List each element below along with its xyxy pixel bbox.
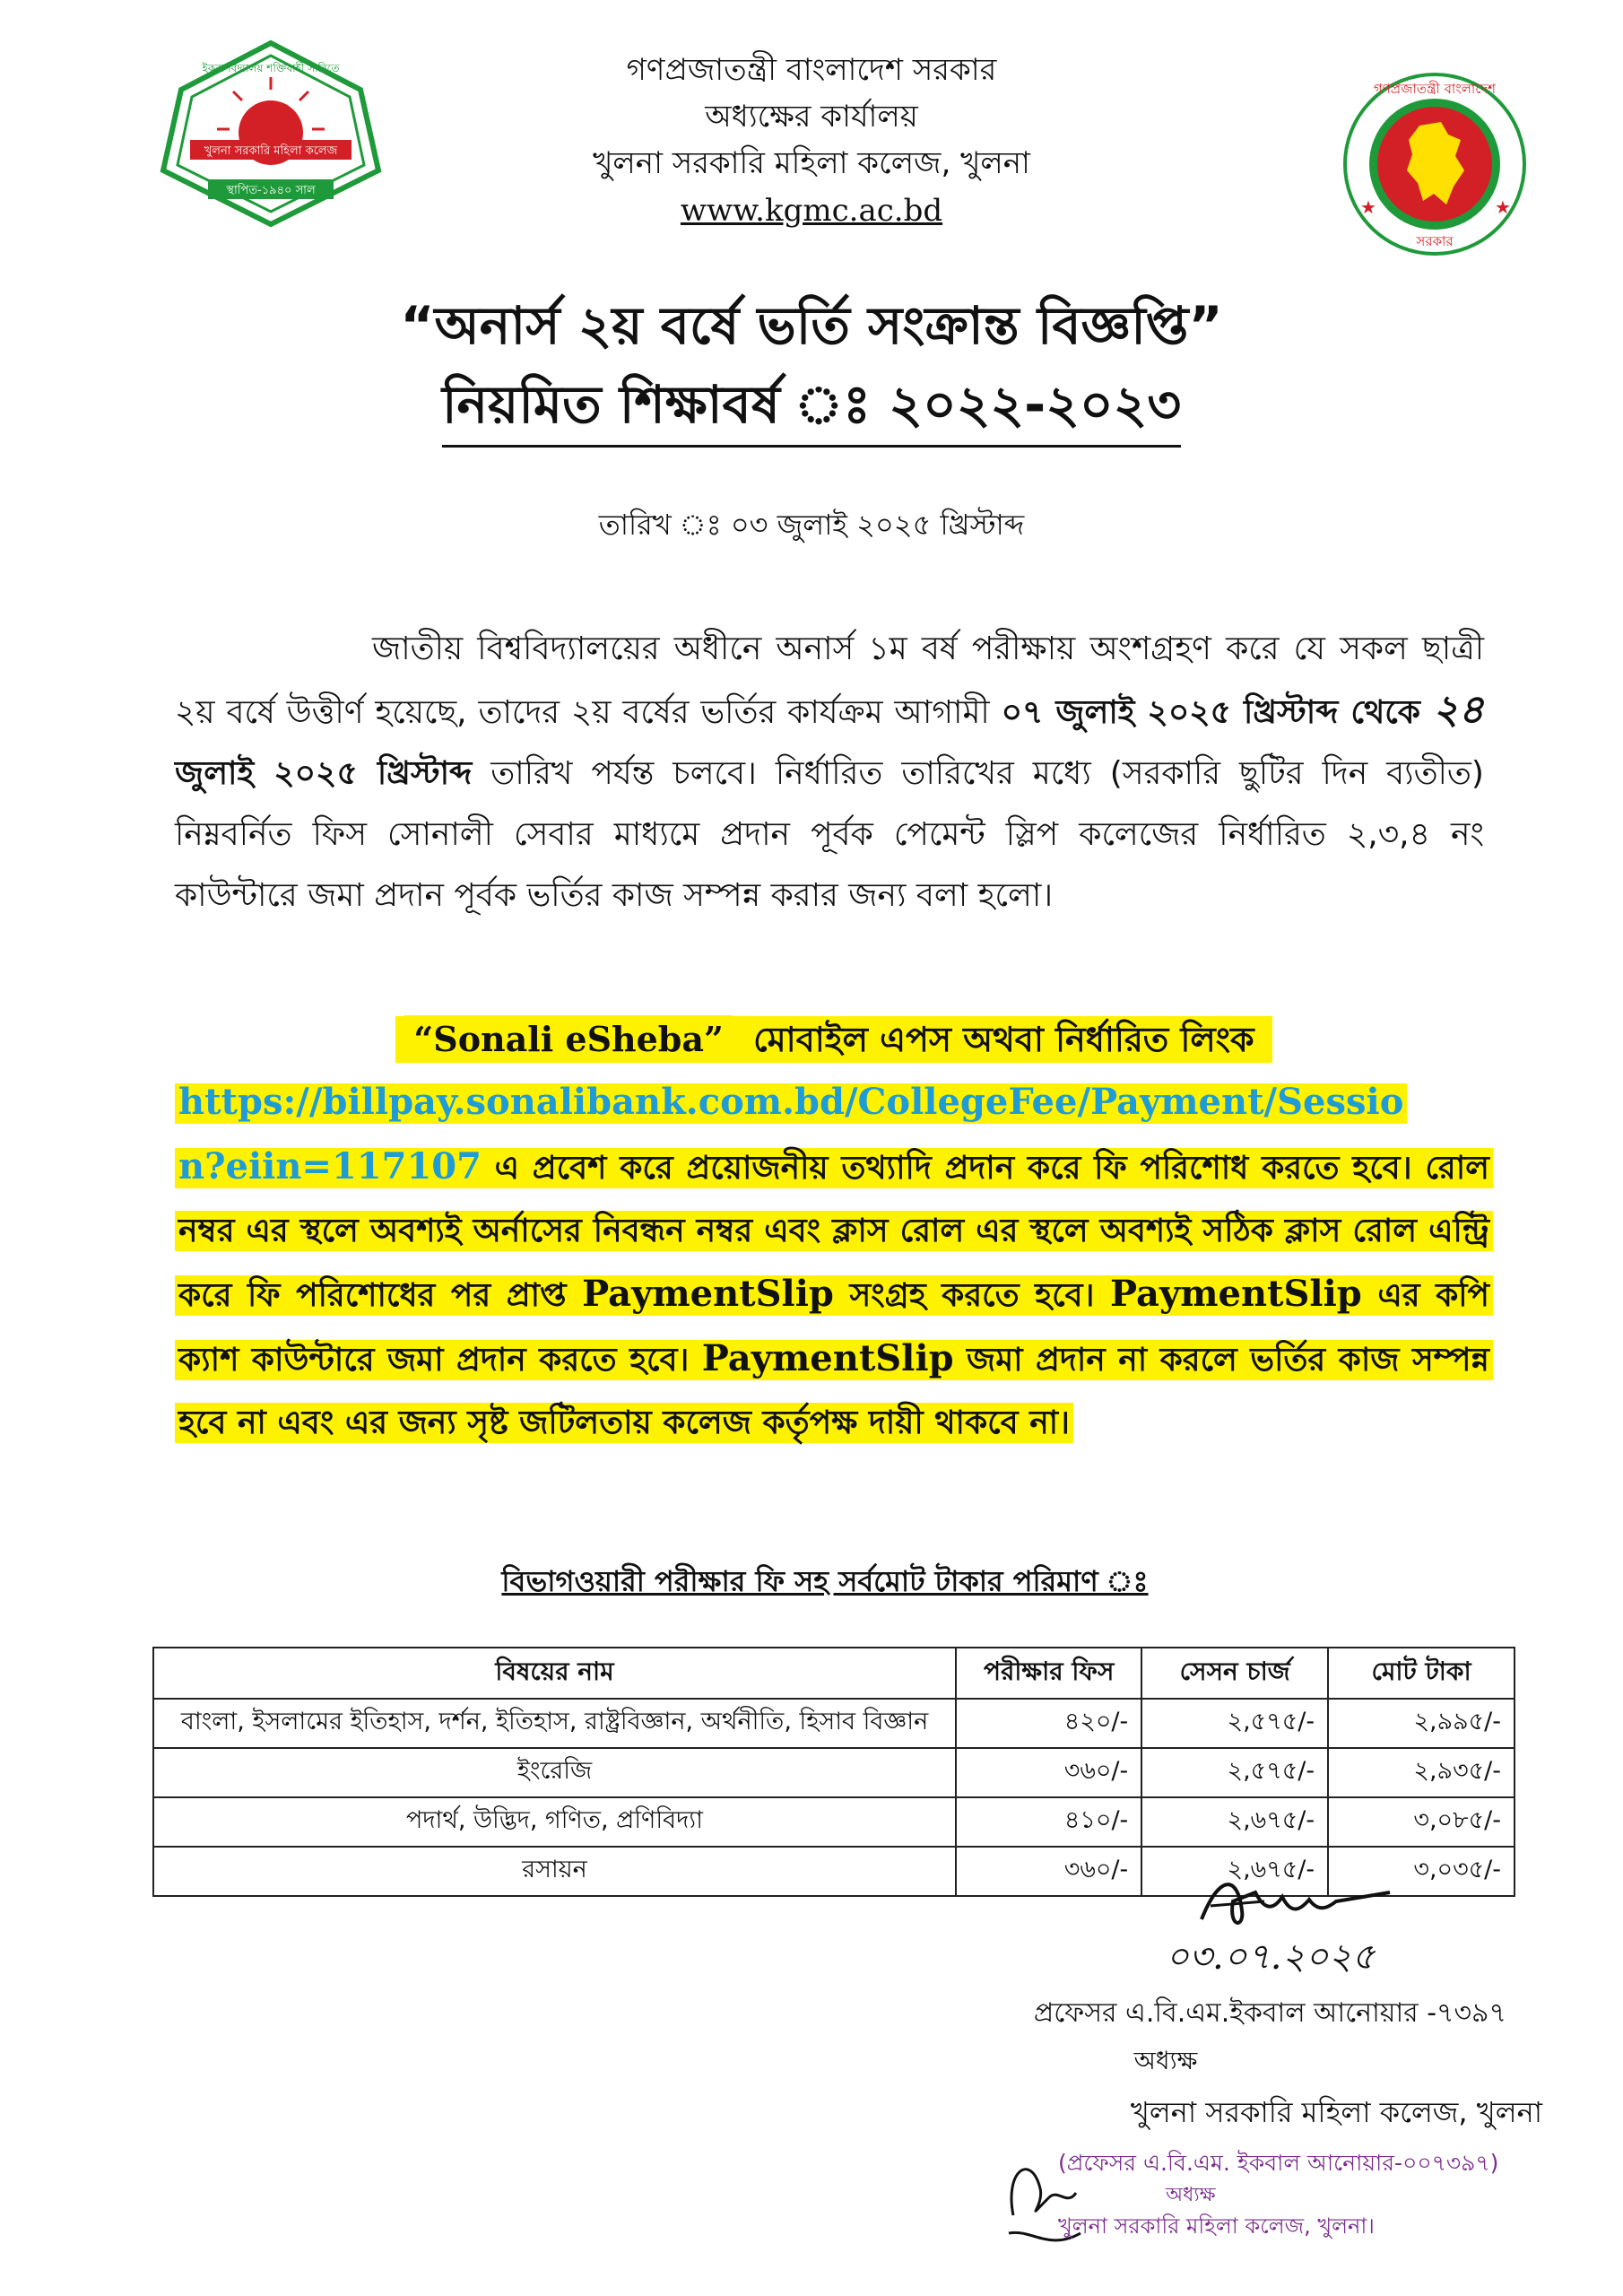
col-subject: বিষয়ের নাম [153,1648,956,1699]
stamp-name: (প্রফেসর এ.বি.এম. ইকবাল আনোয়ার-০০৭৩৯৭) [1058,2150,1499,2176]
payment-text-4: জমা প্রদান না করলে ভর্তির কাজ সম্পন্ন হবে না এবং এর জন্য সৃষ্ট জটিলতায় কলেজ কর্তৃপক্ষ দায়ী থাকবে না। [178,1342,1489,1441]
col-session-charge: সেসন চার্জ [1141,1648,1328,1699]
body-text-2: তারিখ পর্যন্ত চলবে। নির্ধারিত তারিখের মধ্যে (সরকারি ছুটির দিন ব্যতীত) নিম্নবর্নিত ফিস সোনালী সেবার মাধ্যমে প্রদান পূর্বক পেমেন্ট স্লিপ কলেজের নির্ধারিত ২,৩,৪ নং কাউন্টারে জমা প্রদান পূর্বক ভর্তির কাজ সম্পন্ন করার জন্য বলা হলো। [175,755,1484,914]
cell-subject: রসায়ন [153,1847,956,1896]
signatory-name: প্রফেসর এ.বি.এম.ইকবাল আনোয়ার -৭৩৯৭ [1033,1997,1506,2029]
col-exam-fee: পরীক্ষার ফিস [956,1648,1141,1699]
payment-instructions [175,1013,1493,1455]
table-row [153,1797,1515,1847]
office-header [448,47,1175,235]
fee-table-heading: বিভাগওয়ারী পরীক্ষার ফি সহ সর্বমোট টাকার পরিমাণ ঃ [501,1564,1149,1598]
svg-text:গণপ্রজাতন্ত্রী বাংলাদেশ: গণপ্রজাতন্ত্রী বাংলাদেশ [1373,81,1497,97]
payment-text-3: এর কপি ক্যাশ কাউন্টারে জমা প্রদান করতে হবে। [178,1277,1489,1378]
payment-link[interactable]: https://billpay.sonalibank.com.bd/CollegeFee/Payment/Sessio [178,1081,1404,1123]
table-row [153,1699,1515,1748]
cell-total: ২,৯৯৫/- [1328,1699,1515,1748]
body-handwritten-day: ২৪ [1432,687,1484,733]
app-line [175,1013,1493,1071]
signatory-title: অধ্যক্ষ [1133,2046,1198,2075]
svg-text:খুলনা সরকারি মহিলা কলেজ: খুলনা সরকারি মহিলা কলেজ [204,144,338,158]
app-name: “Sonali eSheba” [404,1015,732,1063]
stamp-org: খুলনা সরকারি মহিলা কলেজ, খুলনা। [1058,2213,1375,2239]
body-date-start: ০৭ জুলাই ২০২৫ খ্রিস্টাব্দ থেকে [1001,694,1433,731]
notice-body [175,619,1484,926]
payment-slip-2: PaymentSlip [1110,1273,1362,1315]
cell-total: ২,৯৩৫/- [1328,1748,1515,1797]
cell-subject: বাংলা, ইসলামের ইতিহাস, দর্শন, ইতিহাস, রাষ্ট্রবিজ্ঞান, অর্থনীতি, হিসাব বিজ্ঞান [153,1699,956,1748]
cell-session-charge: ২,৬৭৫/- [1141,1797,1328,1847]
svg-text:স্থাপিত-১৯৪০ সাল: স্থাপিত-১৯৪০ সাল [226,184,316,197]
government-seal [1341,70,1529,258]
payment-text [175,1071,1493,1455]
header-government: গণপ্রজাতন্ত্রী বাংলাদেশ সরকার [626,52,997,88]
signature-scrawl [1193,1866,1399,1937]
cell-subject: ইংরেজি [153,1748,956,1797]
header-office: অধ্যক্ষের কার্যালয় [705,99,918,135]
fee-table [152,1647,1515,1897]
stamp-title: অধ্যক্ষ [1166,2184,1216,2206]
col-total: মোট টাকা [1328,1648,1515,1699]
svg-text:★: ★ [1495,196,1511,218]
payment-slip-1: PaymentSlip [582,1273,834,1315]
header-college: খুলনা সরকারি মহিলা কলেজ, খুলনা [593,145,1030,181]
cell-session-charge: ২,৫৭৫/- [1141,1699,1328,1748]
cell-exam-fee: ৩৬০/- [956,1847,1141,1896]
payment-slip-3: PaymentSlip [701,1337,954,1379]
college-logo [154,36,387,233]
notice-title [179,285,1444,448]
cell-total: ৩,০৩৫/- [1328,1847,1515,1896]
cell-exam-fee: ৩৬০/- [956,1748,1141,1797]
svg-text:ইকবা বিদ্যালয় শক্তিবাহী সারিত: ইকবা বিদ্যালয় শক্তিবাহী সারিতে [202,62,340,74]
svg-text:★: ★ [1360,196,1376,218]
table-row [153,1748,1515,1797]
body-text-1: জাতীয় বিশ্ববিদ্যালয়ের অধীনে অনার্স ১ম বর্ষ পরীক্ষায় অংশগ্রহণ করে যে সকল ছাত্রী ২য় বর্ষে উত্তীর্ণ হয়েছে, তাদের ২য় বর্ষের ভর্তির কার্যক্রম আগামী [175,631,1484,731]
cell-exam-fee: ৪১০/- [956,1797,1141,1847]
cell-exam-fee: ৪২০/- [956,1699,1141,1748]
notice-title-main: “অনার্স ২য় বর্ষে ভর্তি সংক্রান্ত বিজ্ঞপ্তি” [400,295,1223,356]
notice-date: তারিখ ঃ ০৩ জুলাই ২০২৫ খ্রিস্টাব্দ [598,508,1025,542]
cell-total: ৩,০৮৫/- [1328,1797,1515,1847]
header-website-link[interactable]: www.kgmc.ac.bd [680,193,943,229]
cell-session-charge: ২,৬৭৫/- [1141,1847,1328,1896]
notice-title-session: নিয়মিত শিক্ষাবর্ষ ঃ ২০২২-২০২৩ [442,366,1181,448]
signatory-org: খুলনা সরকারি মহিলা কলেজ, খুলনা [1130,2095,1542,2129]
payment-link-cont[interactable]: n?eiin=117107 [178,1145,482,1187]
table-header-row [153,1648,1515,1699]
payment-text-2: সংগ্রহ করতে হবে। [833,1277,1111,1314]
cell-subject: পদার্থ, উদ্ভিদ, গণিত, প্রণিবিদ্যা [153,1797,956,1847]
signature-date: ০৩.০৭.২০২৫ [1166,1936,1376,1978]
cell-session-charge: ২,৫৭৫/- [1141,1748,1328,1797]
svg-text:সরকার: সরকার [1416,233,1454,249]
payment-text-1: এ প্রবেশ করে প্রয়োজনীয় তথ্যাদি প্রদান করে ফি পরিশোধ করতে হবে। রোল নম্বর এর স্থলে অবশ্যই অর্নাসের নিবন্ধন নম্বর এবং ক্লাস রোল এর স্থলে অবশ্যই সঠিক ক্লাস রোল এন্ট্রি করে ফি পরিশোধের পর প্রাপ্ত [178,1150,1489,1314]
app-line-text: মোবাইল এপস অথবা নির্ধারিত লিংক [733,1016,1263,1063]
body-date-end: জুলাই ২০২৫ খ্রিস্টাব্দ [175,755,473,792]
